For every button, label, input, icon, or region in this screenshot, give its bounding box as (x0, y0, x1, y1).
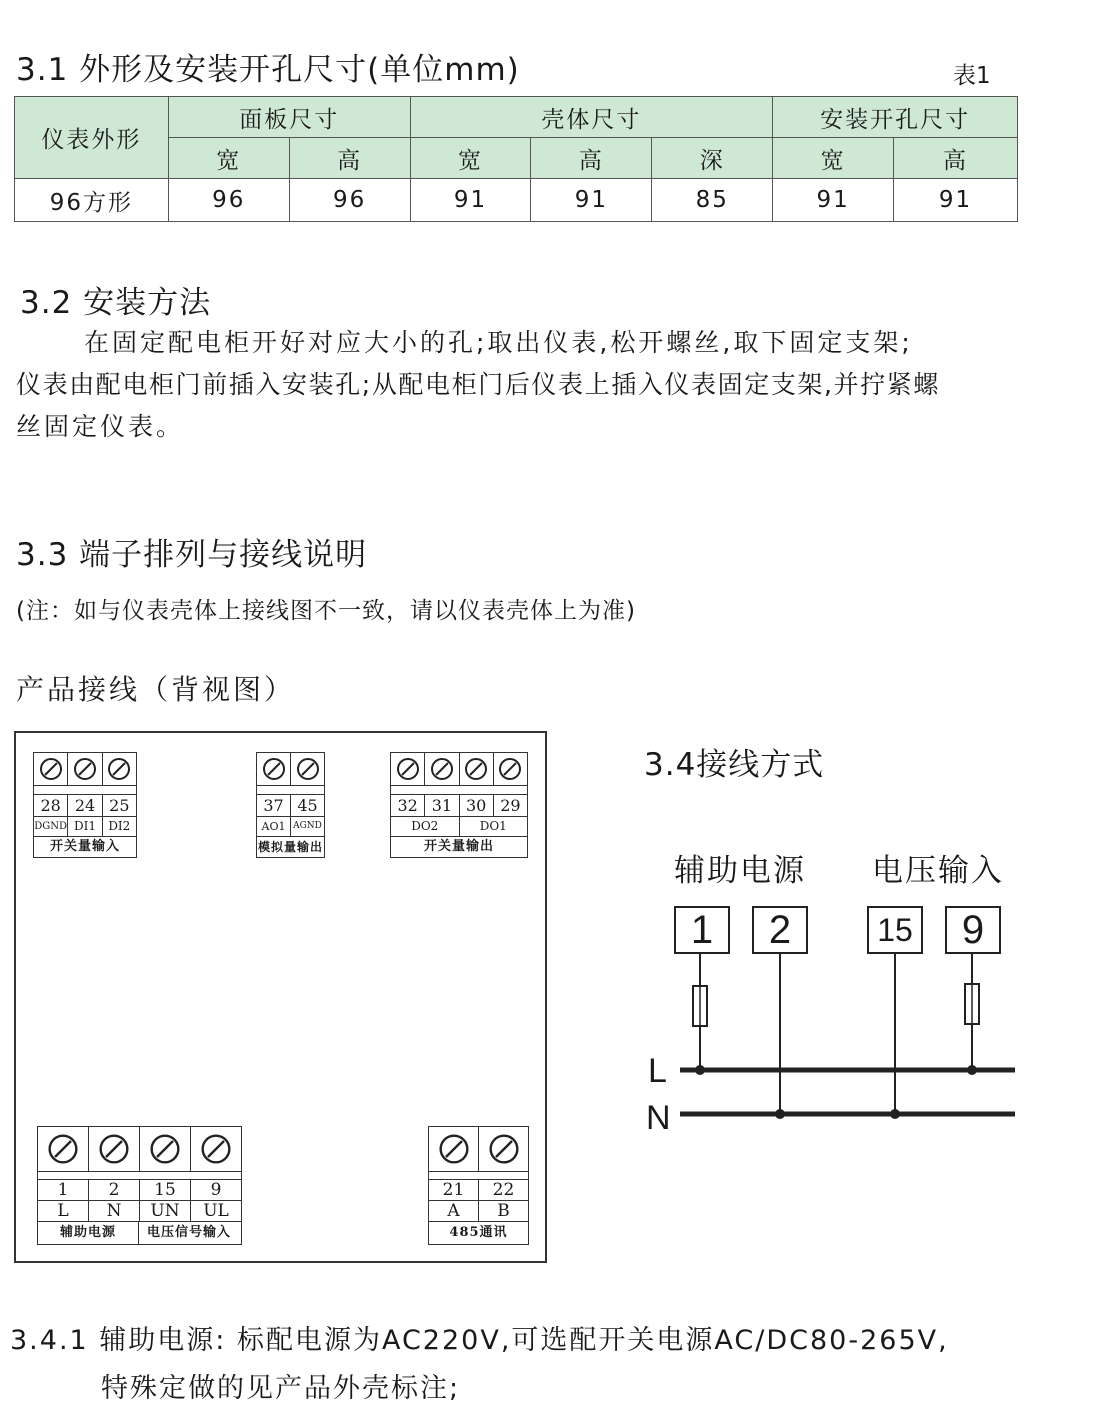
terminal-label: L (38, 1201, 89, 1221)
screw-terminal-icon (291, 753, 324, 785)
screw-terminal-icon (391, 753, 425, 785)
screw-terminal-icon (425, 753, 459, 785)
terminal-label: DO2 (391, 817, 460, 836)
table-cell: 91 (531, 179, 652, 222)
table-cell: 96 (168, 179, 289, 222)
aux-power-desc-line2: 特殊定做的见产品外壳标注; (101, 1373, 461, 1404)
terminal-box-1: 1 (674, 906, 730, 954)
terminal-label: AGND (293, 821, 322, 831)
terminal-number: 24 (68, 795, 102, 816)
block-caption: 辅助电源 (38, 1222, 139, 1244)
header-cutout-size: 安装开孔尺寸 (773, 97, 1018, 138)
terminal-label: DGND (34, 817, 68, 836)
section-3-3-title: 3.3 端子排列与接线说明 (16, 537, 368, 573)
terminal-number: 28 (34, 795, 68, 816)
screw-terminal-icon (34, 753, 68, 785)
subheader: 宽 (773, 138, 894, 179)
terminal-label: A (429, 1201, 479, 1221)
table-cell: 85 (652, 179, 773, 222)
line-N-label: N (646, 1099, 671, 1137)
terminal-number: 29 (500, 796, 521, 815)
subheader: 高 (531, 138, 652, 179)
terminal-number: 25 (109, 796, 130, 815)
section-3-2-title: 3.2 安装方法 (20, 285, 212, 321)
terminal-box-2: 2 (752, 906, 808, 954)
terminal-block-digital-input (33, 752, 137, 858)
voltage-input-label: 电压输入 (872, 853, 1004, 889)
dimensions-table (14, 96, 1018, 222)
terminal-number: 15 (140, 1180, 191, 1200)
screw-terminal-icon (103, 753, 136, 785)
terminal-number: 22 (492, 1180, 515, 1200)
terminal-label: DI1 (68, 817, 102, 836)
terminal-number: 9 (210, 1180, 222, 1200)
terminal-block-power-voltage (37, 1126, 242, 1245)
table-cell: 91 (773, 179, 894, 222)
terminal-label: UL (203, 1201, 229, 1221)
rear-view-diagram (14, 731, 547, 1263)
section-3-1-title: 3.1 外形及安装开孔尺寸(单位mm) (16, 52, 520, 88)
terminal-box-9: 9 (945, 906, 1001, 954)
block-caption: 485通讯 (449, 1225, 508, 1240)
terminal-label: DI2 (108, 819, 131, 833)
terminal-number: 21 (429, 1180, 479, 1200)
table-row (15, 179, 1018, 222)
terminal-label: B (497, 1201, 510, 1221)
subheader: 宽 (410, 138, 531, 179)
screw-terminal-icon (257, 753, 291, 785)
terminal-number: 32 (391, 795, 425, 816)
block-caption: 开关量输入 (49, 839, 120, 854)
terminal-number: 1 (38, 1180, 89, 1200)
table-label: 表1 (953, 63, 991, 89)
subheader: 高 (289, 138, 410, 179)
screw-terminal-icon (460, 753, 494, 785)
terminal-block-analog-output (256, 752, 325, 858)
screw-terminal-icon (89, 1127, 140, 1171)
block-caption: 模拟量输出 (257, 840, 323, 854)
screw-terminal-icon (191, 1127, 241, 1171)
subheader: 高 (894, 138, 1018, 179)
install-text-line2: 仪表由配电柜门前插入安装孔;从配电柜门后仪表上插入仪表固定支架,并拧紧螺 (16, 370, 940, 399)
terminal-number: 31 (425, 795, 459, 816)
terminal-number: 30 (460, 795, 494, 816)
install-text-line3: 丝固定仪表。 (16, 412, 185, 441)
rear-view-caption: 产品接线（背视图） (16, 673, 296, 706)
terminal-block-485 (428, 1126, 529, 1245)
terminal-box-15: 15 (867, 906, 923, 954)
block-caption: 电压信号输入 (146, 1225, 231, 1240)
row-label: 96方形 (15, 179, 169, 222)
terminal-label: AO1 (257, 817, 291, 836)
install-text-line1: 在固定配电柜开好对应大小的孔;取出仪表,松开螺丝,取下固定支架; (84, 328, 913, 357)
header-instrument: 仪表外形 (15, 97, 169, 179)
header-panel-size: 面板尺寸 (168, 97, 410, 138)
block-caption: 开关量输出 (423, 839, 494, 854)
table-cell: 91 (894, 179, 1018, 222)
header-case-size: 壳体尺寸 (410, 97, 773, 138)
subheader: 宽 (168, 138, 289, 179)
table-cell: 96 (289, 179, 410, 222)
terminal-label: N (89, 1201, 140, 1221)
screw-terminal-icon (38, 1127, 89, 1171)
section-3-4-title: 3.4接线方式 (644, 747, 825, 783)
aux-power-desc-line1: 3.4.1 辅助电源: 标配电源为AC220V,可选配开关电源AC/DC80-265V, (10, 1325, 949, 1356)
screw-terminal-icon (494, 753, 527, 785)
table-cell: 91 (410, 179, 531, 222)
screw-terminal-icon (479, 1127, 528, 1171)
screw-terminal-icon (140, 1127, 191, 1171)
line-L-label: L (648, 1052, 667, 1090)
wiring-note: (注：如与仪表壳体上接线图不一致，请以仪表壳体上为准) (16, 598, 636, 624)
terminal-label: UN (140, 1201, 191, 1221)
terminal-block-digital-output (390, 752, 528, 858)
aux-power-label: 辅助电源 (674, 853, 806, 889)
terminal-label: DO1 (479, 819, 507, 833)
terminal-number: 37 (257, 795, 291, 816)
terminal-number: 2 (89, 1180, 140, 1200)
screw-terminal-icon (429, 1127, 479, 1171)
screw-terminal-icon (68, 753, 102, 785)
subheader: 深 (652, 138, 773, 179)
terminal-number: 45 (297, 796, 318, 815)
